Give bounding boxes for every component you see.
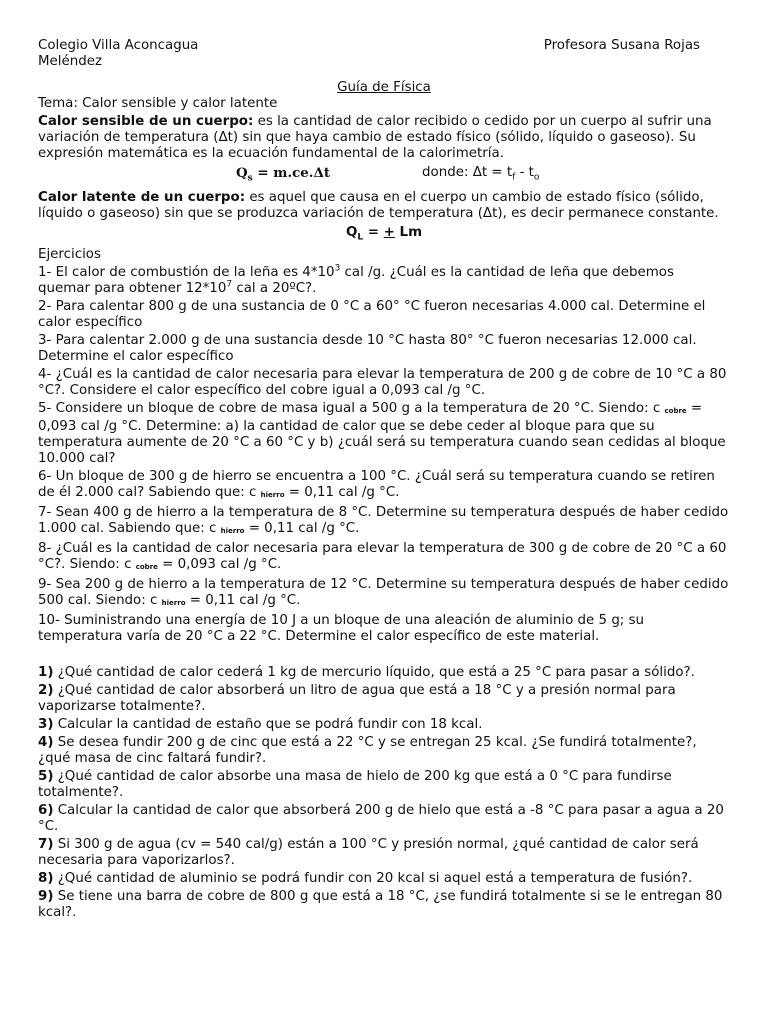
e9-sub: hierro (161, 599, 186, 608)
latent-text: ¿Qué cantidad de calor absorberá un litro de agua que está a 18 °C y a presión normal para vaporizarse totalmente?. (38, 683, 676, 715)
e1-sup2: 7 (226, 279, 233, 290)
latent-exercise-7 (38, 837, 730, 869)
latent-heat-equation (38, 225, 730, 246)
school-name: Colegio Villa Aconcagua (38, 38, 199, 53)
eq2-lm: Lm (394, 224, 423, 240)
eq-q: Q (236, 165, 248, 181)
exercise-5 (38, 401, 730, 467)
e1-a: 1- El calor de combustión de la leña es 4*10 (38, 265, 335, 281)
sensible-heat-definition (38, 114, 730, 162)
e7-sub: hierro (220, 527, 245, 536)
e9-b: = 0,11 cal /g °C. (185, 593, 301, 609)
latent-exercise-6 (38, 803, 730, 835)
e9-a: 9- Sea 200 g de hierro a la temperatura de 12 °C. Determine su temperatura después de haber cedido 500 cal. Siendo: c (38, 577, 729, 609)
e6-b: = 0,11 cal /g °C. (284, 485, 400, 501)
sensible-heat-term: Calor sensible de un cuerpo: (38, 114, 254, 129)
equation-qs (236, 165, 330, 187)
exercise-1 (38, 265, 730, 297)
latent-exercise-2 (38, 683, 730, 715)
eq-rhs: = m.ce.Δt (252, 165, 331, 181)
donde-sub-f: f (512, 172, 516, 183)
sensible-heat-text: es la cantidad de calor recibido o cedido por un cuerpo al sufrir una variación de temperatura (Δt) sin que haya cambio de estado físico (sólido, líquido o gaseoso). Su expresión matemática es la ecuación fundamental de la calorimetría. (38, 114, 712, 161)
latent-exercise-list (38, 665, 730, 921)
e6-sub: hierro (260, 491, 285, 500)
latent-num: 2) (38, 683, 54, 699)
eq2-equals: = (363, 224, 384, 240)
e5-sub: cobre (664, 407, 687, 416)
exercise-10: 10- Suministrando una energía de 10 J a un bloque de una aleación de aluminio de 5 g; su temperatura varía de 20 °C a 22 °C. Determine el calor específico de este material. (38, 613, 645, 645)
e8-b: = 0,093 cal /g °C. (157, 557, 282, 573)
equation-donde (422, 165, 539, 187)
latent-text: Si 300 g de agua (cv = 540 cal/g) están a 100 °C y presión normal, ¿qué cantidad de calor será necesaria para vaporizarlos?. (38, 837, 699, 869)
latent-exercise-1 (38, 665, 730, 681)
e5-b: = 0,093 cal /g °C. Determine: a) la cantidad de calor que se debe ceder al bloque para que su temperatura aumente de 20 °C a 60 °C y b) ¿cuál será su temperatura cuando sean cedidas al bloque 10.000 cal? (38, 401, 726, 467)
exercise-6 (38, 469, 730, 503)
latent-exercise-9 (38, 889, 730, 921)
eq2-plusminus: + (383, 224, 395, 240)
exercise-2: 2- Para calentar 800 g de una sustancia de 0 °C a 60° °C fueron necesarias 4.000 cal. Determine el calor específico (38, 299, 706, 331)
latent-heat-text: es aquel que causa en el cuerpo un cambio de estado físico (sólido, líquido o gaseoso) sin que se produzca variación de temperatura (Δt), es decir permanece constante. (38, 189, 719, 221)
e5-a: 5- Considere un bloque de cobre de masa igual a 500 g a la temperatura de 20 °C. Siendo: c (38, 401, 665, 417)
latent-num: 8) (38, 871, 54, 887)
e7-b: = 0,11 cal /g °C. (244, 521, 360, 537)
latent-text: Se desea fundir 200 g de cinc que está a 22 °C y se entregan 25 kcal. ¿Se fundirá totalmente?, ¿qué masa de cinc faltará fundir?. (38, 735, 697, 767)
exercises-heading: Ejercicios (38, 247, 101, 263)
latent-text: Calcular la cantidad de calor que absorberá 200 g de hielo que está a -8 °C para pasar a agua a 20 °C. (38, 803, 724, 835)
donde-mid: - t (515, 165, 534, 180)
eq-q-sub: s (247, 173, 253, 184)
e6-a: 6- Un bloque de 300 g de hierro se encuentra a 100 °C. ¿Cuál será su temperatura cuando se retiren de él 2.000 cal? Sabiendo que: c (38, 469, 715, 501)
latent-exercise-8 (38, 871, 730, 887)
latent-text: Calcular la cantidad de estaño que se podrá fundir con 18 kcal. (53, 717, 483, 733)
latent-exercise-3 (38, 717, 730, 733)
teacher-name: Profesora Susana Rojas (543, 38, 700, 53)
latent-text: ¿Qué cantidad de aluminio se podrá fundir con 20 kcal si aquel está a temperatura de fusión?. (53, 871, 693, 887)
donde-prefix: donde: Δt = t (422, 165, 513, 180)
e8-a: 8- ¿Cuál es la cantidad de calor necesaria para elevar la temperatura de 300 g de cobre de 20 °C a 60 °C?. Siendo: c (38, 541, 727, 573)
e1-sup1: 3 (334, 263, 341, 274)
e7-a: 7- Sean 400 g de hierro a la temperatura de 8 °C. Determine su temperatura después de haber cedido 1.000 cal. Sabiendo que: c (38, 505, 729, 537)
e8-sub: cobre (135, 563, 158, 572)
latent-heat-term: Calor latente de un cuerpo: (38, 189, 246, 205)
exercise-4: 4- ¿Cuál es la cantidad de calor necesaria para elevar la temperatura de 200 g de cobre de 10 °C a 80 °C?. Considere el calor específico del cobre igual a 0,093 cal /g °C. (38, 367, 727, 399)
topic: Tema: Calor sensible y calor latente (38, 96, 278, 111)
latent-text: ¿Qué cantidad de calor absorbe una masa de hielo de 200 kg que está a 0 °C para fundirse totalmente?. (38, 769, 672, 801)
page-title: Guía de Física (337, 80, 431, 95)
exercise-3: 3- Para calentar 2.000 g de una sustancia desde 10 °C hasta 80° °C fueron necesarias 12.000 cal. Determine el calor específico (38, 333, 697, 365)
latent-text: Se tiene una barra de cobre de 800 g que está a 18 °C, ¿se fundirá totalmente si se le entregan 80 kcal?. (38, 889, 723, 921)
teacher-surname: Meléndez (38, 54, 103, 69)
latent-text: ¿Qué cantidad de calor cederá 1 kg de mercurio líquido, que está a 25 °C para pasar a sólido?. (53, 665, 695, 681)
exercise-8 (38, 541, 730, 575)
latent-num: 9) (38, 889, 54, 905)
latent-num: 6) (38, 803, 54, 819)
donde-sub-o: o (533, 172, 540, 183)
e1-c: cal a 20ºC?. (232, 281, 317, 297)
latent-num: 5) (38, 769, 54, 785)
eq2-q: Q (345, 224, 358, 240)
e1-b: cal /g. ¿Cuál es la cantidad de leña que debemos quemar para obtener 12*10 (38, 265, 674, 297)
latent-num: 4) (38, 735, 54, 751)
eq2-sub: L (357, 232, 364, 243)
latent-num: 3) (38, 717, 54, 733)
exercise-7 (38, 505, 730, 539)
sensible-heat-equation (38, 165, 730, 187)
latent-exercise-4 (38, 735, 730, 767)
exercise-9 (38, 577, 730, 611)
latent-num: 7) (38, 837, 54, 853)
latent-num: 1) (38, 665, 54, 681)
latent-exercise-5 (38, 769, 730, 801)
header (38, 38, 730, 54)
latent-heat-definition (38, 190, 730, 222)
